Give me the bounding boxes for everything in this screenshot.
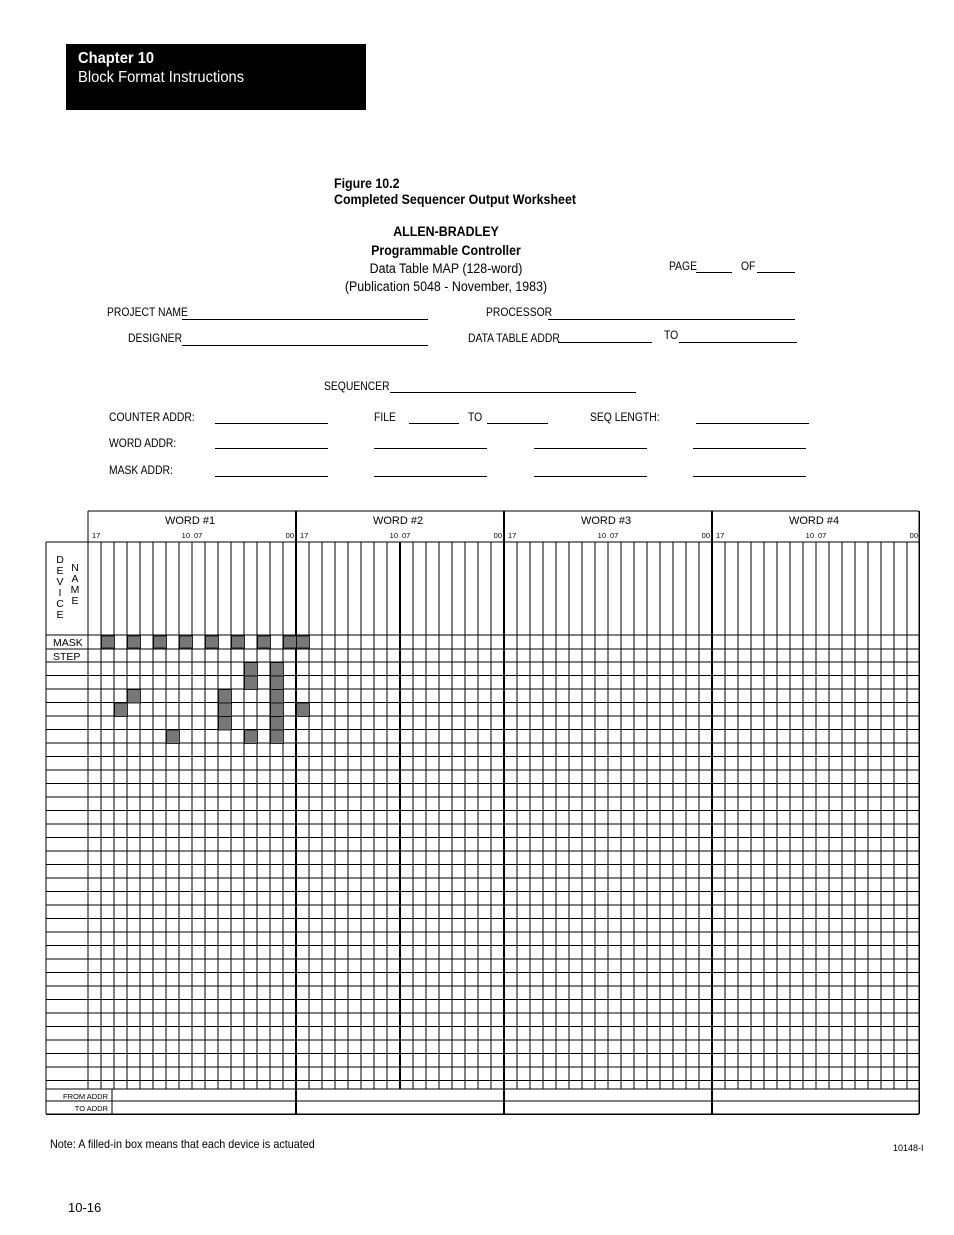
file-label: FILE	[374, 412, 396, 424]
step-filled-cell	[271, 730, 284, 744]
file-to-label: TO	[468, 412, 483, 424]
name-label-letter: E	[71, 595, 79, 607]
form-product: Programmable Controller	[371, 243, 521, 258]
word-header-4: WORD #4	[788, 515, 840, 527]
bit-label-10: 10	[805, 531, 814, 540]
word-addr-label: WORD ADDR:	[109, 438, 177, 450]
step-label: STEP	[53, 651, 81, 663]
page-number: 10-16	[68, 1200, 102, 1215]
name-label-letter: N	[71, 562, 79, 574]
mask-filled-cell	[206, 636, 219, 648]
form-company: ALLEN-BRADLEY	[393, 224, 499, 239]
step-filled-cell	[115, 703, 128, 717]
mask-filled-cell	[180, 636, 193, 648]
figure-title: Completed Sequencer Output Worksheet	[334, 192, 577, 207]
bit-label-17: 17	[300, 531, 309, 540]
mask-addr-label: MASK ADDR:	[109, 465, 173, 477]
word-header-3: WORD #3	[580, 515, 632, 527]
step-filled-cell	[219, 703, 232, 717]
chapter-title: Block Format Instructions	[78, 69, 245, 86]
step-filled-cell	[245, 663, 258, 677]
device-label-letter: E	[56, 565, 64, 577]
step-filled-cell	[271, 676, 284, 690]
processor-label: PROCESSOR	[486, 307, 553, 319]
mask-filled-cell	[297, 636, 310, 648]
mask-filled-cell	[258, 636, 271, 648]
data-table-addr-label: DATA TABLE ADDR	[468, 333, 560, 345]
name-label-letter: A	[71, 573, 79, 585]
bit-label-10: 10	[181, 531, 190, 540]
device-label-letter: D	[56, 554, 64, 566]
designer-label: DESIGNER	[128, 333, 183, 345]
step-filled-cell	[271, 703, 284, 717]
bit-label-07: 07	[402, 531, 411, 540]
mask-filled-cell	[232, 636, 245, 648]
device-label-letter: I	[58, 587, 62, 599]
word-header-2: WORD #2	[372, 515, 424, 527]
device-label-letter: V	[56, 576, 64, 588]
figure-number: Figure 10.2	[334, 176, 400, 191]
bit-label-00: 00	[909, 531, 918, 540]
bit-label-17: 17	[508, 531, 517, 540]
step-filled-cell	[219, 690, 232, 704]
step-filled-cell	[271, 663, 284, 677]
name-label-letter: M	[70, 584, 80, 596]
from-addr-label: FROM ADDR	[63, 1092, 108, 1101]
data-table-to-label: TO	[664, 330, 679, 342]
bit-label-10: 10	[389, 531, 398, 540]
step-filled-cell	[219, 717, 232, 731]
counter-addr-label: COUNTER ADDR:	[109, 412, 195, 424]
mask-filled-cell	[154, 636, 167, 648]
bit-label-00: 00	[493, 531, 502, 540]
figure-code: 10148-I	[893, 1143, 924, 1153]
bit-label-07: 07	[610, 531, 619, 540]
form-publication: (Publication 5048 - November, 1983)	[344, 279, 548, 294]
sequencer-label: SEQUENCER	[324, 381, 390, 393]
form-map: Data Table MAP (128-word)	[369, 261, 523, 276]
project-name-label: PROJECT NAME	[107, 307, 188, 319]
step-filled-cell	[271, 690, 284, 704]
bit-label-07: 07	[818, 531, 827, 540]
bit-label-17: 17	[92, 531, 101, 540]
step-filled-cell	[245, 730, 258, 744]
page-label: PAGE	[669, 261, 697, 273]
step-filled-cell	[167, 730, 180, 744]
device-label-letter: C	[56, 598, 64, 610]
bit-label-10: 10	[597, 531, 606, 540]
bit-label-00: 00	[701, 531, 710, 540]
mask-filled-cell	[128, 636, 141, 648]
bit-label-17: 17	[716, 531, 725, 540]
step-filled-cell	[297, 703, 310, 717]
step-filled-cell	[128, 690, 141, 704]
chapter-number: Chapter 10	[78, 50, 155, 67]
mask-filled-cell	[102, 636, 115, 648]
step-filled-cell	[271, 717, 284, 731]
mask-label: MASK	[53, 637, 83, 649]
of-label: OF	[741, 261, 756, 273]
bit-label-07: 07	[194, 531, 203, 540]
to-addr-label: TO ADDR	[74, 1104, 108, 1113]
seq-length-label: SEQ LENGTH:	[590, 412, 660, 424]
mask-filled-cell	[284, 636, 297, 648]
device-label-letter: E	[56, 609, 64, 621]
word-header-1: WORD #1	[164, 515, 216, 527]
step-filled-cell	[245, 676, 258, 690]
footnote: Note: A filled-in box means that each device is actuated	[50, 1137, 315, 1151]
bit-label-00: 00	[285, 531, 294, 540]
